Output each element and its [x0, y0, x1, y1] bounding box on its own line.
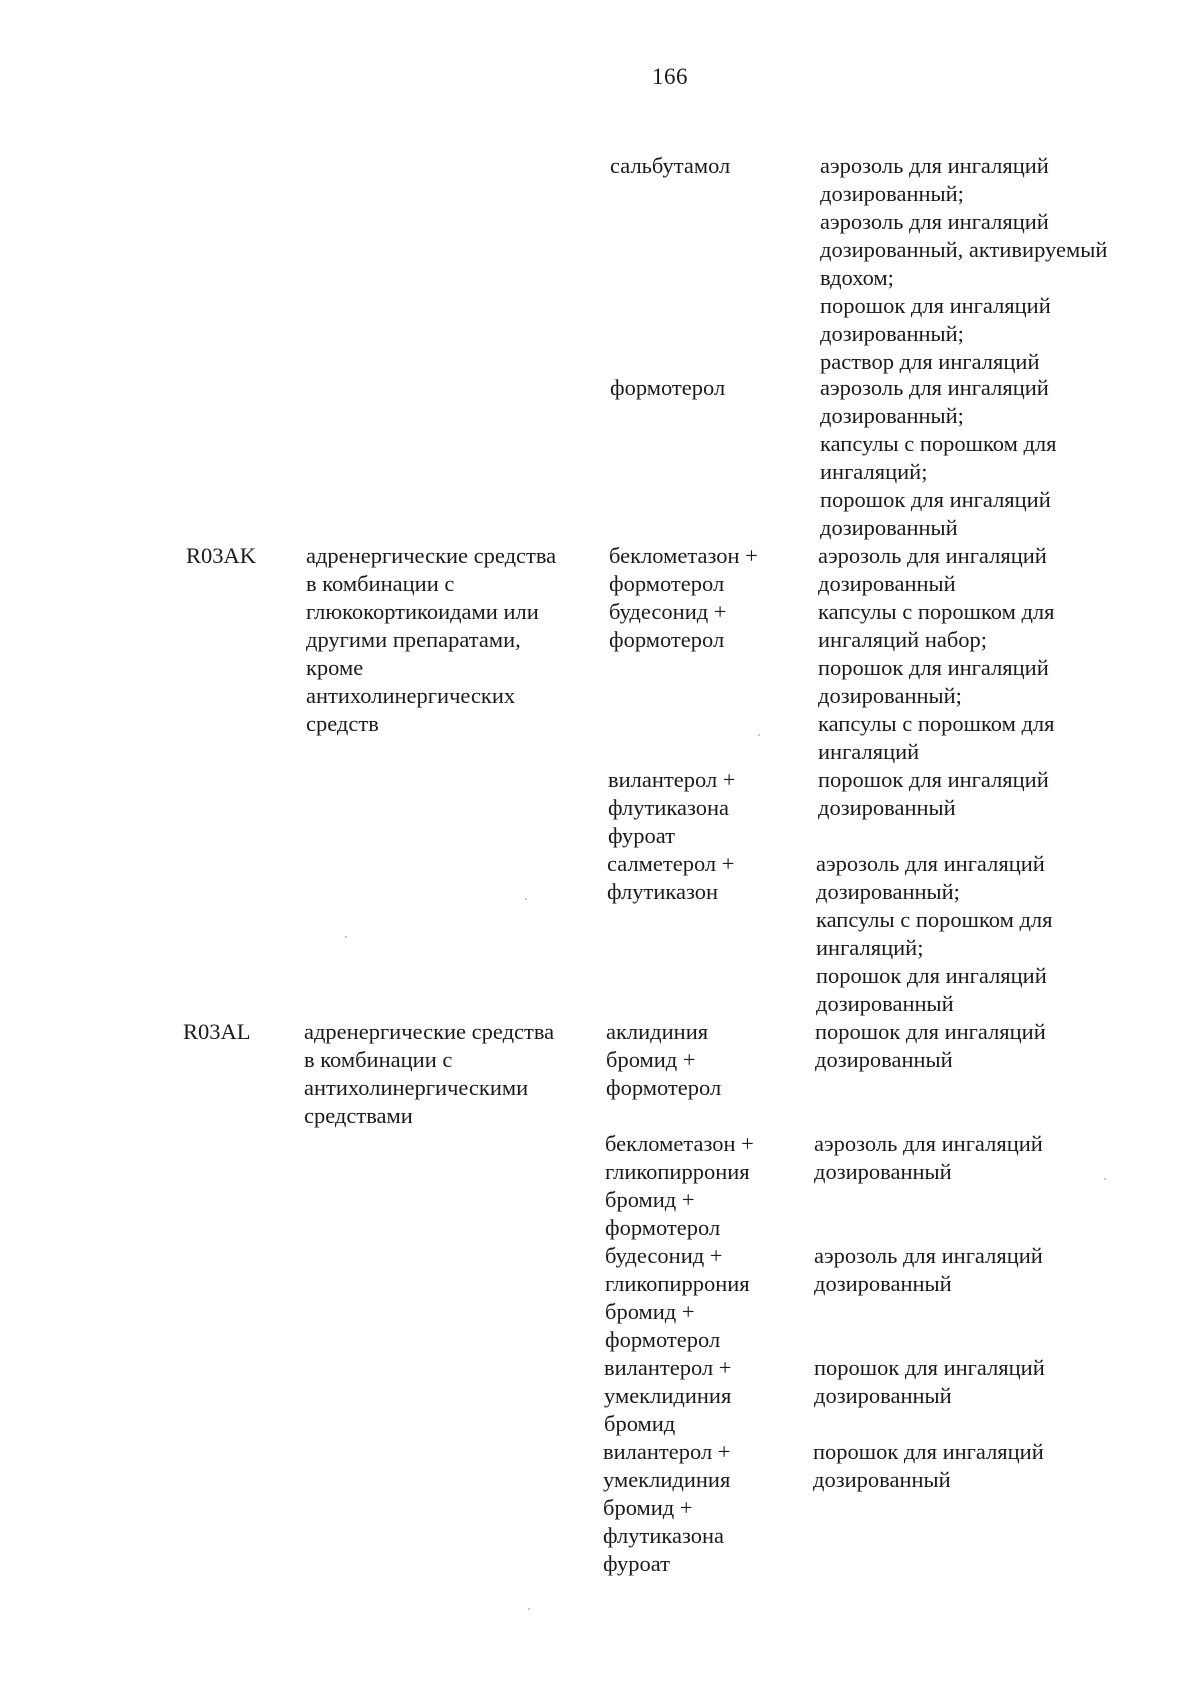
- substance-cell: беклометазон + гликопиррония бромид + формотерол: [605, 1131, 754, 1240]
- substance-cell: аклидиния бромид + формотерол: [606, 1019, 722, 1100]
- pharmacological-group-cell: адренергические средства в комбинации с антихолинергическими средствами: [304, 1019, 555, 1128]
- substance-cell: вилантерол + умеклидиния бромид: [604, 1355, 732, 1436]
- scan-speck: [345, 936, 347, 938]
- substance-cell: вилантерол + флутиказона фуроат: [608, 767, 736, 848]
- dosage-form-cell: аэрозоль для ингаляций дозированный; капсулы с порошком для ингаляций; порошок для ингаляций дозированный: [820, 375, 1057, 540]
- dosage-form-cell: аэрозоль для ингаляций дозированный; капсулы с порошком для ингаляций; порошок для ингаляций дозированный: [816, 851, 1053, 1016]
- pharmacological-group-cell: адренергические средства в комбинации с глюкокортикоидами или другими препаратами, кроме антихолинергических средств: [306, 543, 557, 736]
- dosage-form-cell: аэрозоль для ингаляций дозированный капсулы с порошком для ингаляций набор; порошок для ингаляций дозированный; капсулы с порошком для ингаляций: [818, 543, 1055, 764]
- substance-cell: будесонид + гликопиррония бромид + формотерол: [605, 1243, 750, 1352]
- dosage-form-cell: порошок для ингаляций дозированный: [813, 1439, 1044, 1492]
- dosage-form-cell: аэрозоль для ингаляций дозированный: [814, 1243, 1043, 1296]
- scan-speck: [1104, 1178, 1106, 1180]
- substance-cell: вилантерол + умеклидиния бромид + флутиказона фуроат: [603, 1439, 731, 1576]
- scan-speck: [525, 898, 527, 900]
- dosage-form-cell: порошок для ингаляций дозированный: [814, 1355, 1045, 1408]
- atc-code-cell: R03AK: [186, 543, 257, 568]
- substance-cell: сальбутамол: [610, 153, 731, 178]
- substance-cell: салметерол + флутиказон: [607, 851, 735, 904]
- scan-speck: [758, 734, 760, 736]
- dosage-form-cell: порошок для ингаляций дозированный: [818, 767, 1049, 820]
- page-number: 166: [652, 64, 688, 89]
- scan-speck: [528, 1608, 530, 1610]
- substance-cell: беклометазон + формотерол будесонид + формотерол: [609, 543, 758, 652]
- dosage-form-cell: аэрозоль для ингаляций дозированный: [814, 1131, 1043, 1184]
- dosage-form-cell: аэрозоль для ингаляций дозированный; аэрозоль для ингаляций дозированный, активируемый вдохом; порошок для ингаляций дозированный; раствор для ингаляций: [820, 153, 1108, 374]
- substance-cell: формотерол: [610, 375, 726, 400]
- dosage-form-cell: порошок для ингаляций дозированный: [815, 1019, 1046, 1072]
- atc-code-cell: R03AL: [183, 1019, 251, 1044]
